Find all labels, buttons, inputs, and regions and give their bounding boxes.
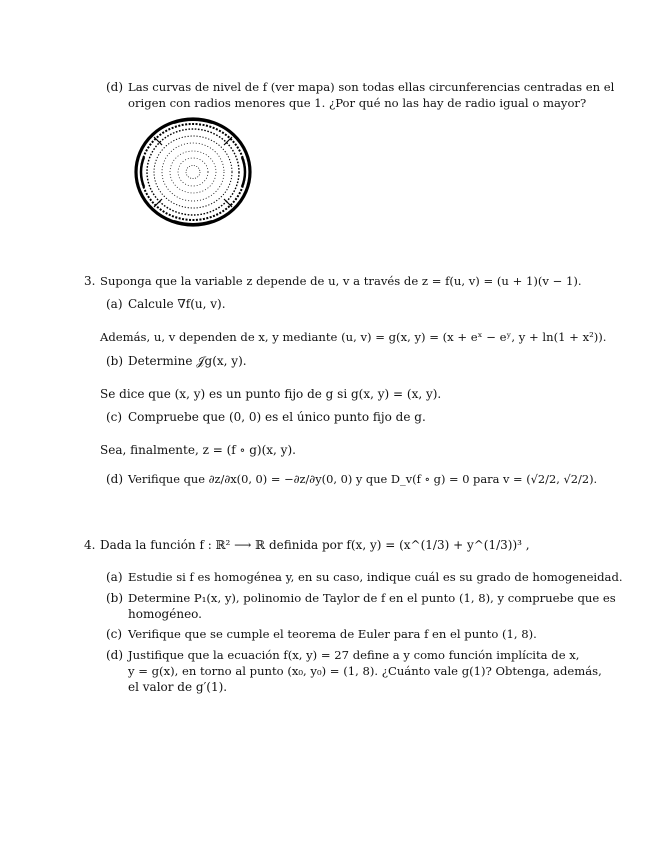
item-4b-line1: Determine P₁(x, y), polinomio de Taylor de f en el punto (1, 8), y compruebe que es: [128, 591, 616, 605]
item-3a-text: Calcule ∇f(u, v).: [128, 297, 226, 311]
item-3c-text: Compruebe que (0, 0) es el único punto fijo de g.: [128, 410, 426, 424]
problem-3-fixed-point: Se dice que (x, y) es un punto fijo de g si g(x, y) = (x, y).: [100, 387, 442, 401]
item-4c-label: (c): [106, 627, 123, 641]
problem-3-also: Además, u, v dependen de x, y mediante (u, v) = g(x, y) = (x + eˣ − eʸ, y + ln(1 + x²)).: [100, 330, 607, 344]
problem-4-intro: Dada la función f : ℝ² ⟶ ℝ definida por f(x, y) = (x^(1/3) + y^(1/3))³ ,: [100, 538, 530, 552]
problem-3-intro: Suponga que la variable z depende de u, v a través de z = f(u, v) = (u + 1)(v − 1).: [100, 274, 582, 288]
item-2d-label: (d): [106, 80, 124, 94]
item-3d-text: Verifique que ∂z/∂x(0, 0) = −∂z/∂y(0, 0) y que D_v(f ∘ g) = 0 para v = (√2/2, √2/2).: [128, 472, 598, 486]
item-4d-label: (d): [106, 648, 124, 662]
item-4b-label: (b): [106, 591, 124, 605]
item-4c-text: Verifique que se cumple el teorema de Euler para f en el punto (1, 8).: [128, 627, 537, 641]
item-4a-text: Estudie si f es homogénea y, en su caso, indique cuál es su grado de homogeneidad.: [128, 570, 623, 584]
item-2d-line2: origen con radios menores que 1. ¿Por qué no las hay de radio igual o mayor?: [128, 96, 587, 110]
item-3b-label: (b): [106, 354, 124, 368]
item-3c-label: (c): [106, 410, 123, 424]
item-2d-line1: Las curvas de nivel de f (ver mapa) son todas ellas circunferencias centradas en el: [128, 80, 615, 94]
contour-map: [134, 117, 252, 227]
item-3a-label: (a): [106, 297, 123, 311]
item-4d-line3: el valor de g′(1).: [128, 680, 228, 694]
problem-4-number: 4.: [84, 538, 96, 552]
item-3d-label: (d): [106, 472, 124, 486]
problem-3-number: 3.: [84, 274, 96, 288]
item-4d-line1: Justifique que la ecuación f(x, y) = 27 define a y como función implícita de x,: [128, 648, 580, 662]
item-4d-line2: y = g(x), en torno al punto (x₀, y₀) = (1, 8). ¿Cuánto vale g(1)? Obtenga, además,: [128, 664, 602, 678]
problem-3-finally: Sea, finalmente, z = (f ∘ g)(x, y).: [100, 443, 296, 457]
item-4b-line2: homogéneo.: [128, 607, 202, 621]
item-4a-label: (a): [106, 570, 123, 584]
item-3b-text: Determine 𝒥g(x, y).: [128, 354, 247, 368]
